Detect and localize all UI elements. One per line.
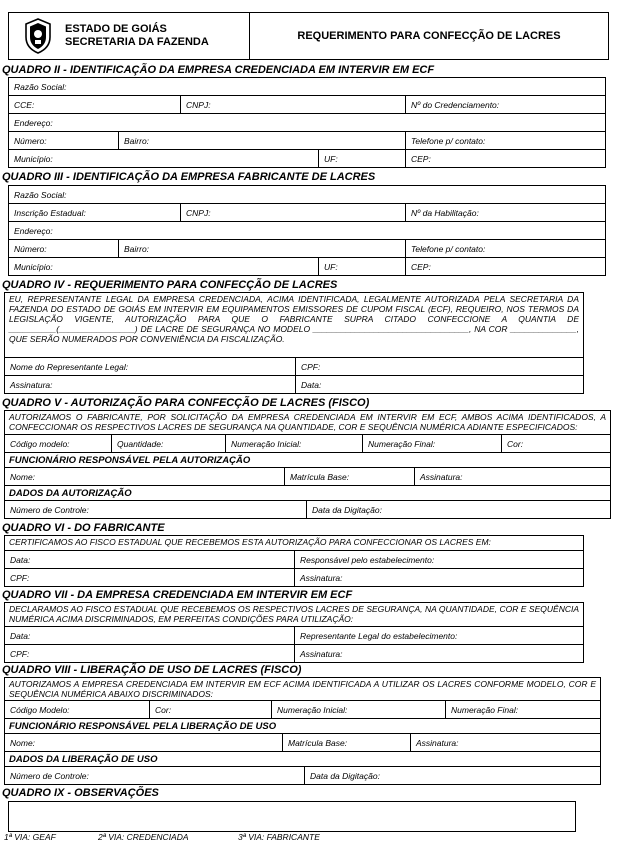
cpf-field[interactable]: CPF: [5,645,295,662]
state-crest-icon [23,17,53,55]
assinatura-field[interactable]: Assinatura: [416,738,459,748]
form-header [8,12,609,60]
habilitacao-field[interactable]: Nº da Habilitação: [411,208,479,218]
razao-social-field[interactable]: Razão Social: [14,82,67,92]
autorizacao-text: AUTORIZAMOS O FABRICANTE, POR SOLICITAÇÃO DA EMPRESA CREDENCIADA EM INTERVIR EM ECF, AMBOS ACIMA IDENTIFICADOS, A CONFECCIONAR OS RESPECTIVOS LACRES DE SEGURANÇA NA QUANTIDADE, COR E SEQUÊNCIA NUMÉRICA ADIANTE ESPECIFICADOS: [5,411,610,435]
quadro-ii-title: QUADRO II - IDENTIFICAÇÃO DA EMPRESA CREDENCIADA EM INTERVIR EM ECF [2,64,435,76]
quadro-vi-title: QUADRO VI - DO FABRICANTE [2,522,165,534]
data-digitacao-field[interactable]: Data da Digitação: [310,771,380,781]
numeracao-final-field[interactable]: Numeração Final: [451,705,519,715]
dados-liberacao-heading: DADOS DA LIBERAÇÃO DE USO [5,752,600,767]
quadro-vi-box [4,535,584,587]
dados-autorizacao-heading: DADOS DA AUTORIZAÇÃO [5,486,610,501]
data-field[interactable]: Data: [301,380,322,390]
assinatura-field[interactable]: Assinatura: [420,472,463,482]
quadro-viii-box [4,677,601,785]
credenciada-text: DECLARAMOS AO FISCO ESTADUAL QUE RECEBEMOS OS RESPECTIVOS LACRES DE SEGURANÇA, NA QUANTIDADE, COR E SEQUÊNCIA NUMÉRICA ACIMA DISCRIMINADOS, EM PERFEITAS CONDIÇÕES PARA UTILIZAÇÃO: [5,603,583,627]
nome-field[interactable]: Nome: [5,468,285,485]
funcionario-liberacao-heading: FUNCIONÁRIO RESPONSÁVEL PELA LIBERAÇÃO DE USO [5,719,600,734]
municipio-field[interactable]: Município: [9,258,319,275]
matricula-field[interactable]: Matrícula Base: [283,734,411,751]
codigo-modelo-field[interactable]: Código Modelo: [5,701,150,718]
state-name: ESTADO DE GOIÁS [65,23,167,35]
municipio-field[interactable]: Município: [9,150,319,167]
representante-nome-field[interactable]: Nome do Representante Legal: [5,358,296,375]
endereco-field[interactable]: Endereço: [14,118,53,128]
bairro-field[interactable]: Bairro: [119,240,406,257]
matricula-field[interactable]: Matrícula Base: [285,468,415,485]
funcionario-autorizacao-heading: FUNCIONÁRIO RESPONSÁVEL PELA AUTORIZAÇÃO [5,453,610,468]
assinatura-field[interactable]: Assinatura: [5,376,296,393]
inscricao-estadual-field[interactable]: Inscrição Estadual: [9,204,181,221]
data-digitacao-field[interactable]: Data da Digitação: [312,505,382,515]
assinatura-field[interactable]: Assinatura: [300,573,343,583]
cpf-field[interactable]: CPF: [301,362,321,372]
cor-field[interactable]: Cor: [507,439,524,449]
responsavel-field[interactable]: Responsável pelo estabelecimento: [300,555,435,565]
quadro-vii-box [4,602,584,663]
cep-field[interactable]: CEP: [411,154,431,164]
representante-field[interactable]: Representante Legal do estabelecimento: [300,631,458,641]
cor-field[interactable]: Cor: [150,701,272,718]
header-organization [9,13,250,59]
quadro-iii-title: QUADRO III - IDENTIFICAÇÃO DA EMPRESA FABRICANTE DE LACRES [2,171,376,183]
cep-field[interactable]: CEP: [411,262,431,272]
numeracao-inicial-field[interactable]: Numeração Inicial: [226,435,363,452]
numero-field[interactable]: Número: [9,240,119,257]
cnpj-field[interactable]: CNPJ: [181,204,406,221]
observacoes-field[interactable] [8,801,576,832]
credenciamento-field[interactable]: Nº do Credenciamento: [411,100,500,110]
quantidade-field[interactable]: Quantidade: [112,435,226,452]
form-title: REQUERIMENTO PARA CONFECÇÃO DE LACRES [297,30,561,42]
numeracao-final-field[interactable]: Numeração Final: [363,435,502,452]
uf-field[interactable]: UF: [319,258,406,275]
fabricante-text: CERTIFICAMOS AO FISCO ESTADUAL QUE RECEBEMOS ESTA AUTORIZAÇÃO PARA CONFECCIONAR OS LACRES EM: [5,536,583,551]
quadro-vii-title: QUADRO VII - DA EMPRESA CREDENCIADA EM INTERVIR EM ECF [2,589,353,601]
numero-controle-field[interactable]: Número de Controle: [5,767,305,784]
quadro-viii-title: QUADRO VIII - LIBERAÇÃO DE USO DE LACRES (FISCO) [2,664,302,676]
bairro-field[interactable]: Bairro: [119,132,406,149]
telefone-field[interactable]: Telefone p/ contato: [411,244,486,254]
telefone-field[interactable]: Telefone p/ contato: [411,136,486,146]
numero-controle-field[interactable]: Número de Controle: [5,501,307,518]
codigo-modelo-field[interactable]: Código modelo: [5,435,112,452]
uf-field[interactable]: UF: [319,150,406,167]
numeracao-inicial-field[interactable]: Numeração Inicial: [272,701,446,718]
via-3-label: 3ª VIA: FABRICANTE [238,832,320,842]
assinatura-field[interactable]: Assinatura: [300,649,343,659]
requerimento-text: EU, REPRESENTANTE LEGAL DA EMPRESA CREDENCIADA, ACIMA IDENTIFICADA, LEGALMENTE AUTORIZADA PELA SECRETARIA DA FAZENDA DO ESTADO DE GOIÁS EM INTERVIR EM EQUIPAMENTOS EMISSORES DE CUPOM FISCAL (ECF), REQUEIRO, NOS TERMOS DA LEGISLAÇÃO VIGENTE, AUTORIZAÇÃO PARA QUE O FABRICANTE SUPRA CITADO CONFECCIONE A QUANTIA DE __________(________________) DE LACRE DE SEGURANÇA NO MODELO _________________________________, NA COR ______________, QUE SERÃO NUMERADOS POR CONVENIÊNCIA DA FISCALIZAÇÃO. [5,293,583,358]
nome-field[interactable]: Nome: [5,734,283,751]
quadro-iii-box [8,185,606,276]
cpf-field[interactable]: CPF: [5,569,295,586]
data-field[interactable]: Data: [5,627,295,644]
data-field[interactable]: Data: [5,551,295,568]
liberacao-text: AUTORIZAMOS A EMPRESA CREDENCIADA EM INTERVIR EM ECF ACIMA IDENTIFICADA A UTILIZAR OS LACRES CONFORME MODELO, COR E SEQUÊNCIA NUMÉRICA ABAIXO DISCRIMINADOS: [5,678,600,701]
quadro-iv-box [4,292,584,394]
via-1-label: 1ª VIA: GEAF [4,832,56,842]
quadro-v-box [4,410,611,519]
via-2-label: 2ª VIA: CREDENCIADA [98,832,189,842]
quadro-ii-box [8,77,606,168]
endereco-field[interactable]: Endereço: [14,226,53,236]
razao-social-field[interactable]: Razão Social: [14,190,67,200]
cce-field[interactable]: CCE: [9,96,181,113]
quadro-iv-title: QUADRO IV - REQUERIMENTO PARA CONFECÇÃO DE LACRES [2,279,338,291]
numero-field[interactable]: Número: [9,132,119,149]
secretariat-name: SECRETARIA DA FAZENDA [65,36,209,48]
cnpj-field[interactable]: CNPJ: [181,96,406,113]
quadro-ix-title: QUADRO IX - OBSERVAÇÕES [2,787,159,799]
quadro-v-title: QUADRO V - AUTORIZAÇÃO PARA CONFECÇÃO DE LACRES (FISCO) [2,397,370,409]
